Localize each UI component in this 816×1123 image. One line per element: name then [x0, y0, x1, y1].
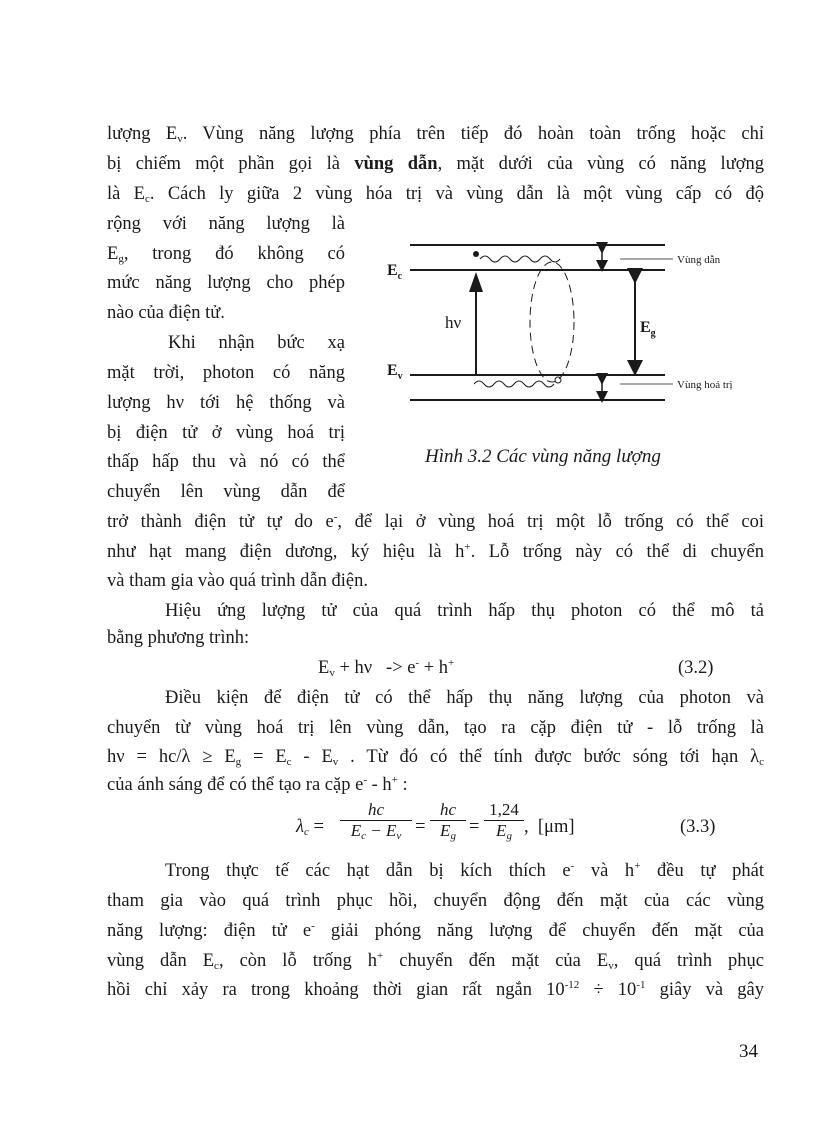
text-line: nào của điện tử. — [107, 303, 225, 323]
fraction: $\frac{hc}{E_c - E_v}$ — [340, 800, 412, 841]
text-line: Trong thực tế các hạt dẫn bị kích thích e- và h+ đều tự phát — [165, 860, 765, 881]
text-line: $h\nu = hc/\lambda \ge E_g = E_c - E_v$ . Từ đó có thể tính được bước sóng tới hạn $\lambda_c$ — [107, 747, 765, 768]
text-line: hồi chỉ xảy ra trong khoảng thời gian rất ngắn $10^{-12} \div 10^{-1}$ giây và gây — [107, 979, 765, 1000]
recombination-loop — [530, 262, 574, 382]
text-line: chuyển từ vùng hoá trị lên vùng dẫn, tạo ra cặp điện tử - lỗ trống là — [107, 718, 764, 738]
text-line: vùng dẫn $E_c$, còn lỗ trống h+ chuyển đến mặt của $E_v$, quá trình phục — [107, 950, 764, 972]
label-ec: $E_c$ — [387, 262, 403, 282]
text-line: Hiệu ứng lượng tử của quá trình hấp thụ photon có thể mô tả — [165, 601, 764, 621]
term-vung-dan: vùng dẫn — [354, 154, 438, 174]
figure-caption: Hình 3.2 Các vùng năng lượng — [425, 446, 661, 467]
text-line: tham gia vào quá trình phục hồi, chuyển động đến mặt của các vùng — [107, 891, 764, 911]
text-line: $E_g$, trong đó không có — [107, 244, 345, 265]
thermalization-wave-valence — [474, 381, 554, 387]
text-line: là $E_c$. Cách ly giữa 2 vùng hóa trị và vùng dẫn là một vùng cấp có độ — [107, 184, 765, 205]
photon-arrow-head — [469, 272, 483, 292]
text-line: Điều kiện để điện tử có thể hấp thụ năng lượng của photon và — [165, 688, 764, 708]
equation-3-2: $E_v + h\nu -> e^- + h^+$ — [318, 657, 455, 679]
equation-number: (3.2) — [678, 658, 714, 678]
electron-dot — [473, 251, 479, 257]
text-line: lượng hν tới hệ thống và — [107, 393, 345, 413]
text-line: mặt trời, photon có năng — [107, 363, 345, 383]
text-line: bị chiếm một phần gọi là vùng dẫn, mặt dưới của vùng có năng lượng — [107, 154, 765, 174]
text-line: chuyển lên vùng dẫn để — [107, 482, 345, 502]
text-line: và tham gia vào quá trình dẫn điện. — [107, 571, 368, 591]
text-line: lượng $E_v$. Vùng năng lượng phía trên tiếp đó hoàn toàn trống hoặc chỉ — [107, 124, 764, 145]
text-line: như hạt mang điện dương, ký hiệu là h+. Lỗ trống này có thể di chuyển — [107, 541, 765, 562]
text-line: năng lượng: điện tử e- giải phóng năng lượng để chuyển đến mặt của — [107, 920, 765, 941]
label-valence-band: Vùng hoá trị — [677, 379, 733, 391]
energy-band-diagram — [370, 232, 760, 412]
label-conduction-band: Vùng dẫn — [677, 254, 721, 266]
text-line: Khi nhận bức xạ — [168, 333, 345, 353]
text-line: trở thành điện tử tự do e-, để lại ở vùng hoá trị một lỗ trống có thể coi — [107, 511, 764, 532]
fraction: $\frac{1,24}{E_g}$ — [484, 800, 524, 841]
label-eg: $E_g$ — [640, 319, 656, 339]
label-ev: $E_v$ — [387, 362, 403, 382]
text-line: bị điện tử ở vùng hoá trị — [107, 423, 345, 443]
text-line: rộng với năng lượng là — [107, 214, 345, 234]
fraction: $\frac{hc}{E_g}$ — [430, 800, 466, 841]
label-hv: hν — [445, 313, 462, 332]
text-line: của ánh sáng để có thể tạo ra cặp e- - h+ : — [107, 774, 408, 795]
page-number: 34 — [739, 1041, 758, 1062]
text-line: mức năng lượng cho phép — [107, 273, 345, 293]
thermalization-wave-conduction — [480, 256, 560, 262]
text-line: bằng phương trình: — [107, 628, 250, 648]
equation-number: (3.3) — [680, 817, 716, 837]
text-line: thấp hấp thu và nó có thể — [107, 452, 345, 472]
